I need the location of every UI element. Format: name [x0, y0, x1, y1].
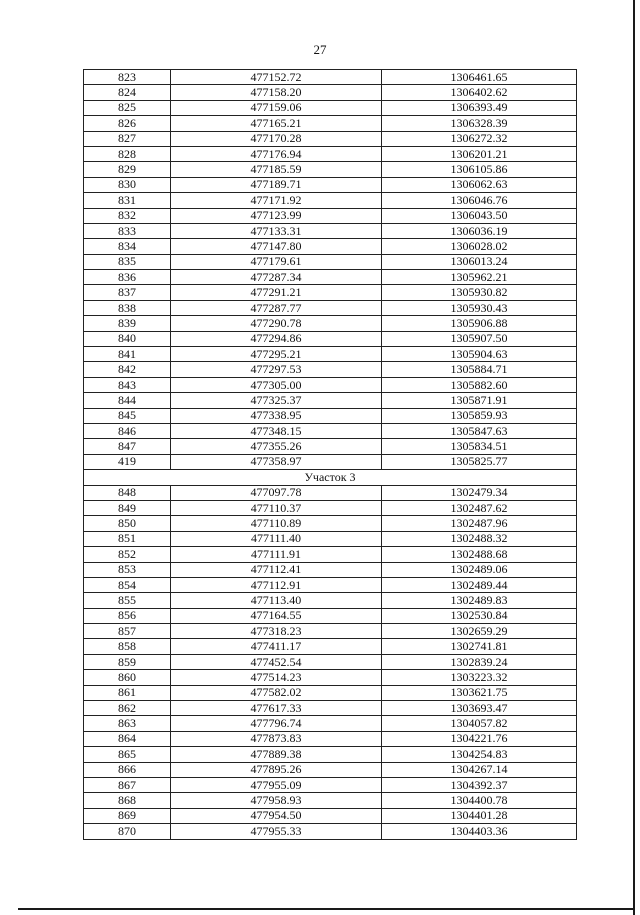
- point-number-cell: 419: [84, 454, 171, 469]
- x-coordinate-cell: 477958.93: [171, 793, 382, 808]
- y-coordinate-cell: 1305904.63: [382, 347, 577, 362]
- point-number-cell: 849: [84, 500, 171, 515]
- table-row: [84, 547, 577, 562]
- y-coordinate-cell: 1306393.49: [382, 100, 577, 115]
- y-coordinate-cell: 1302530.84: [382, 608, 577, 623]
- x-coordinate-cell: 477176.94: [171, 146, 382, 161]
- x-coordinate-cell: 477796.74: [171, 716, 382, 731]
- table-row: [84, 193, 577, 208]
- table-row: [84, 131, 577, 146]
- point-number-cell: 842: [84, 362, 171, 377]
- table-row: [84, 654, 577, 669]
- table-section-header-group: [84, 470, 577, 485]
- point-number-cell: 848: [84, 485, 171, 500]
- point-number-cell: 853: [84, 562, 171, 577]
- point-number-cell: 837: [84, 285, 171, 300]
- table-row: [84, 516, 577, 531]
- table-row: [84, 731, 577, 746]
- table-row: [84, 316, 577, 331]
- point-number-cell: 844: [84, 393, 171, 408]
- x-coordinate-cell: 477170.28: [171, 131, 382, 146]
- table-row: [84, 793, 577, 808]
- point-number-cell: 863: [84, 716, 171, 731]
- point-number-cell: 832: [84, 208, 171, 223]
- page-edge-right: [633, 0, 635, 915]
- x-coordinate-cell: 477617.33: [171, 701, 382, 716]
- table-row: [84, 162, 577, 177]
- y-coordinate-cell: 1305834.51: [382, 439, 577, 454]
- table-row: [84, 485, 577, 500]
- point-number-cell: 866: [84, 762, 171, 777]
- point-number-cell: 829: [84, 162, 171, 177]
- y-coordinate-cell: 1302659.29: [382, 624, 577, 639]
- y-coordinate-cell: 1303223.32: [382, 670, 577, 685]
- point-number-cell: 841: [84, 347, 171, 362]
- point-number-cell: 824: [84, 85, 171, 100]
- table-row: [84, 808, 577, 823]
- table-row: [84, 747, 577, 762]
- point-number-cell: 827: [84, 131, 171, 146]
- point-number-cell: 856: [84, 608, 171, 623]
- y-coordinate-cell: 1304403.36: [382, 824, 577, 839]
- y-coordinate-cell: 1303621.75: [382, 685, 577, 700]
- x-coordinate-cell: 477152.72: [171, 70, 382, 85]
- x-coordinate-cell: 477954.50: [171, 808, 382, 823]
- x-coordinate-cell: 477171.92: [171, 193, 382, 208]
- table-row: [84, 423, 577, 438]
- y-coordinate-cell: 1306043.50: [382, 208, 577, 223]
- table-row: [84, 270, 577, 285]
- x-coordinate-cell: 477112.41: [171, 562, 382, 577]
- section-header-row: [84, 470, 577, 485]
- table-row: [84, 670, 577, 685]
- point-number-cell: 830: [84, 177, 171, 192]
- y-coordinate-cell: 1302488.68: [382, 547, 577, 562]
- x-coordinate-cell: 477165.21: [171, 116, 382, 131]
- point-number-cell: 846: [84, 423, 171, 438]
- y-coordinate-cell: 1305847.63: [382, 423, 577, 438]
- x-coordinate-cell: 477889.38: [171, 747, 382, 762]
- point-number-cell: 855: [84, 593, 171, 608]
- y-coordinate-cell: 1304401.28: [382, 808, 577, 823]
- y-coordinate-cell: 1302489.06: [382, 562, 577, 577]
- y-coordinate-cell: 1306062.63: [382, 177, 577, 192]
- y-coordinate-cell: 1305859.93: [382, 408, 577, 423]
- y-coordinate-cell: 1305906.88: [382, 316, 577, 331]
- point-number-cell: 860: [84, 670, 171, 685]
- x-coordinate-cell: 477355.26: [171, 439, 382, 454]
- point-number-cell: 828: [84, 146, 171, 161]
- y-coordinate-cell: 1302488.32: [382, 531, 577, 546]
- y-coordinate-cell: 1302487.62: [382, 500, 577, 515]
- table-row: [84, 639, 577, 654]
- y-coordinate-cell: 1303693.47: [382, 701, 577, 716]
- coordinates-table: [83, 69, 577, 840]
- table-row: [84, 439, 577, 454]
- y-coordinate-cell: 1302839.24: [382, 654, 577, 669]
- point-number-cell: 851: [84, 531, 171, 546]
- x-coordinate-cell: 477873.83: [171, 731, 382, 746]
- point-number-cell: 852: [84, 547, 171, 562]
- y-coordinate-cell: 1304254.83: [382, 747, 577, 762]
- y-coordinate-cell: 1306105.86: [382, 162, 577, 177]
- y-coordinate-cell: 1306028.02: [382, 239, 577, 254]
- point-number-cell: 836: [84, 270, 171, 285]
- x-coordinate-cell: 477158.20: [171, 85, 382, 100]
- section-header-cell: Участок 3: [84, 470, 577, 485]
- x-coordinate-cell: 477097.78: [171, 485, 382, 500]
- x-coordinate-cell: 477582.02: [171, 685, 382, 700]
- table-row: [84, 100, 577, 115]
- x-coordinate-cell: 477159.06: [171, 100, 382, 115]
- x-coordinate-cell: 477325.37: [171, 393, 382, 408]
- table-row: [84, 177, 577, 192]
- point-number-cell: 867: [84, 777, 171, 792]
- page-edge-bottom: [18, 908, 635, 910]
- x-coordinate-cell: 477185.59: [171, 162, 382, 177]
- point-number-cell: 831: [84, 193, 171, 208]
- point-number-cell: 861: [84, 685, 171, 700]
- y-coordinate-cell: 1306461.65: [382, 70, 577, 85]
- table-row: [84, 562, 577, 577]
- x-coordinate-cell: 477452.54: [171, 654, 382, 669]
- y-coordinate-cell: 1304400.78: [382, 793, 577, 808]
- point-number-cell: 823: [84, 70, 171, 85]
- y-coordinate-cell: 1304267.14: [382, 762, 577, 777]
- point-number-cell: 845: [84, 408, 171, 423]
- table-row: [84, 116, 577, 131]
- x-coordinate-cell: 477955.09: [171, 777, 382, 792]
- y-coordinate-cell: 1306036.19: [382, 223, 577, 238]
- table-row: [84, 347, 577, 362]
- x-coordinate-cell: 477164.55: [171, 608, 382, 623]
- x-coordinate-cell: 477111.91: [171, 547, 382, 562]
- y-coordinate-cell: 1306046.76: [382, 193, 577, 208]
- table-row: [84, 70, 577, 85]
- y-coordinate-cell: 1304057.82: [382, 716, 577, 731]
- table-row: [84, 208, 577, 223]
- table-section-b: [84, 485, 577, 839]
- point-number-cell: 859: [84, 654, 171, 669]
- point-number-cell: 868: [84, 793, 171, 808]
- y-coordinate-cell: 1305871.91: [382, 393, 577, 408]
- point-number-cell: 870: [84, 824, 171, 839]
- x-coordinate-cell: 477318.23: [171, 624, 382, 639]
- y-coordinate-cell: 1305930.43: [382, 300, 577, 315]
- table-row: [84, 454, 577, 469]
- point-number-cell: 833: [84, 223, 171, 238]
- table-row: [84, 393, 577, 408]
- x-coordinate-cell: 477294.86: [171, 331, 382, 346]
- table-row: [84, 254, 577, 269]
- x-coordinate-cell: 477189.71: [171, 177, 382, 192]
- x-coordinate-cell: 477112.91: [171, 577, 382, 592]
- table-row: [84, 777, 577, 792]
- y-coordinate-cell: 1302489.44: [382, 577, 577, 592]
- x-coordinate-cell: 477179.61: [171, 254, 382, 269]
- y-coordinate-cell: 1306201.21: [382, 146, 577, 161]
- y-coordinate-cell: 1305884.71: [382, 362, 577, 377]
- table-row: [84, 362, 577, 377]
- table-row: [84, 500, 577, 515]
- point-number-cell: 857: [84, 624, 171, 639]
- x-coordinate-cell: 477290.78: [171, 316, 382, 331]
- table-row: [84, 531, 577, 546]
- point-number-cell: 865: [84, 747, 171, 762]
- y-coordinate-cell: 1305825.77: [382, 454, 577, 469]
- point-number-cell: 843: [84, 377, 171, 392]
- point-number-cell: 834: [84, 239, 171, 254]
- x-coordinate-cell: 477305.00: [171, 377, 382, 392]
- y-coordinate-cell: 1302741.81: [382, 639, 577, 654]
- x-coordinate-cell: 477955.33: [171, 824, 382, 839]
- y-coordinate-cell: 1306013.24: [382, 254, 577, 269]
- point-number-cell: 864: [84, 731, 171, 746]
- y-coordinate-cell: 1305930.82: [382, 285, 577, 300]
- point-number-cell: 847: [84, 439, 171, 454]
- x-coordinate-cell: 477287.77: [171, 300, 382, 315]
- point-number-cell: 869: [84, 808, 171, 823]
- point-number-cell: 858: [84, 639, 171, 654]
- point-number-cell: 850: [84, 516, 171, 531]
- x-coordinate-cell: 477411.17: [171, 639, 382, 654]
- table-row: [84, 223, 577, 238]
- table-row: [84, 331, 577, 346]
- x-coordinate-cell: 477110.37: [171, 500, 382, 515]
- table-row: [84, 146, 577, 161]
- x-coordinate-cell: 477514.23: [171, 670, 382, 685]
- x-coordinate-cell: 477113.40: [171, 593, 382, 608]
- y-coordinate-cell: 1306402.62: [382, 85, 577, 100]
- y-coordinate-cell: 1302479.34: [382, 485, 577, 500]
- page-number: 27: [313, 42, 327, 57]
- point-number-cell: 862: [84, 701, 171, 716]
- x-coordinate-cell: 477348.15: [171, 423, 382, 438]
- table-row: [84, 85, 577, 100]
- table-row: [84, 577, 577, 592]
- x-coordinate-cell: 477110.89: [171, 516, 382, 531]
- table-row: [84, 762, 577, 777]
- x-coordinate-cell: 477147.80: [171, 239, 382, 254]
- table-row: [84, 408, 577, 423]
- x-coordinate-cell: 477133.31: [171, 223, 382, 238]
- point-number-cell: 826: [84, 116, 171, 131]
- x-coordinate-cell: 477291.21: [171, 285, 382, 300]
- point-number-cell: 839: [84, 316, 171, 331]
- table-row: [84, 824, 577, 839]
- x-coordinate-cell: 477338.95: [171, 408, 382, 423]
- table-row: [84, 701, 577, 716]
- y-coordinate-cell: 1305907.50: [382, 331, 577, 346]
- y-coordinate-cell: 1305882.60: [382, 377, 577, 392]
- table-row: [84, 716, 577, 731]
- table-row: [84, 285, 577, 300]
- y-coordinate-cell: 1304392.37: [382, 777, 577, 792]
- table-row: [84, 624, 577, 639]
- x-coordinate-cell: 477895.26: [171, 762, 382, 777]
- table-section-a: [84, 70, 577, 470]
- table-row: [84, 239, 577, 254]
- x-coordinate-cell: 477358.97: [171, 454, 382, 469]
- y-coordinate-cell: 1302487.96: [382, 516, 577, 531]
- y-coordinate-cell: 1306328.39: [382, 116, 577, 131]
- y-coordinate-cell: 1302489.83: [382, 593, 577, 608]
- point-number-cell: 838: [84, 300, 171, 315]
- x-coordinate-cell: 477123.99: [171, 208, 382, 223]
- x-coordinate-cell: 477295.21: [171, 347, 382, 362]
- point-number-cell: 825: [84, 100, 171, 115]
- table-row: [84, 608, 577, 623]
- x-coordinate-cell: 477111.40: [171, 531, 382, 546]
- x-coordinate-cell: 477297.53: [171, 362, 382, 377]
- y-coordinate-cell: 1304221.76: [382, 731, 577, 746]
- x-coordinate-cell: 477287.34: [171, 270, 382, 285]
- table-row: [84, 685, 577, 700]
- table-row: [84, 377, 577, 392]
- point-number-cell: 835: [84, 254, 171, 269]
- point-number-cell: 840: [84, 331, 171, 346]
- point-number-cell: 854: [84, 577, 171, 592]
- y-coordinate-cell: 1305962.21: [382, 270, 577, 285]
- table-row: [84, 300, 577, 315]
- table-row: [84, 593, 577, 608]
- y-coordinate-cell: 1306272.32: [382, 131, 577, 146]
